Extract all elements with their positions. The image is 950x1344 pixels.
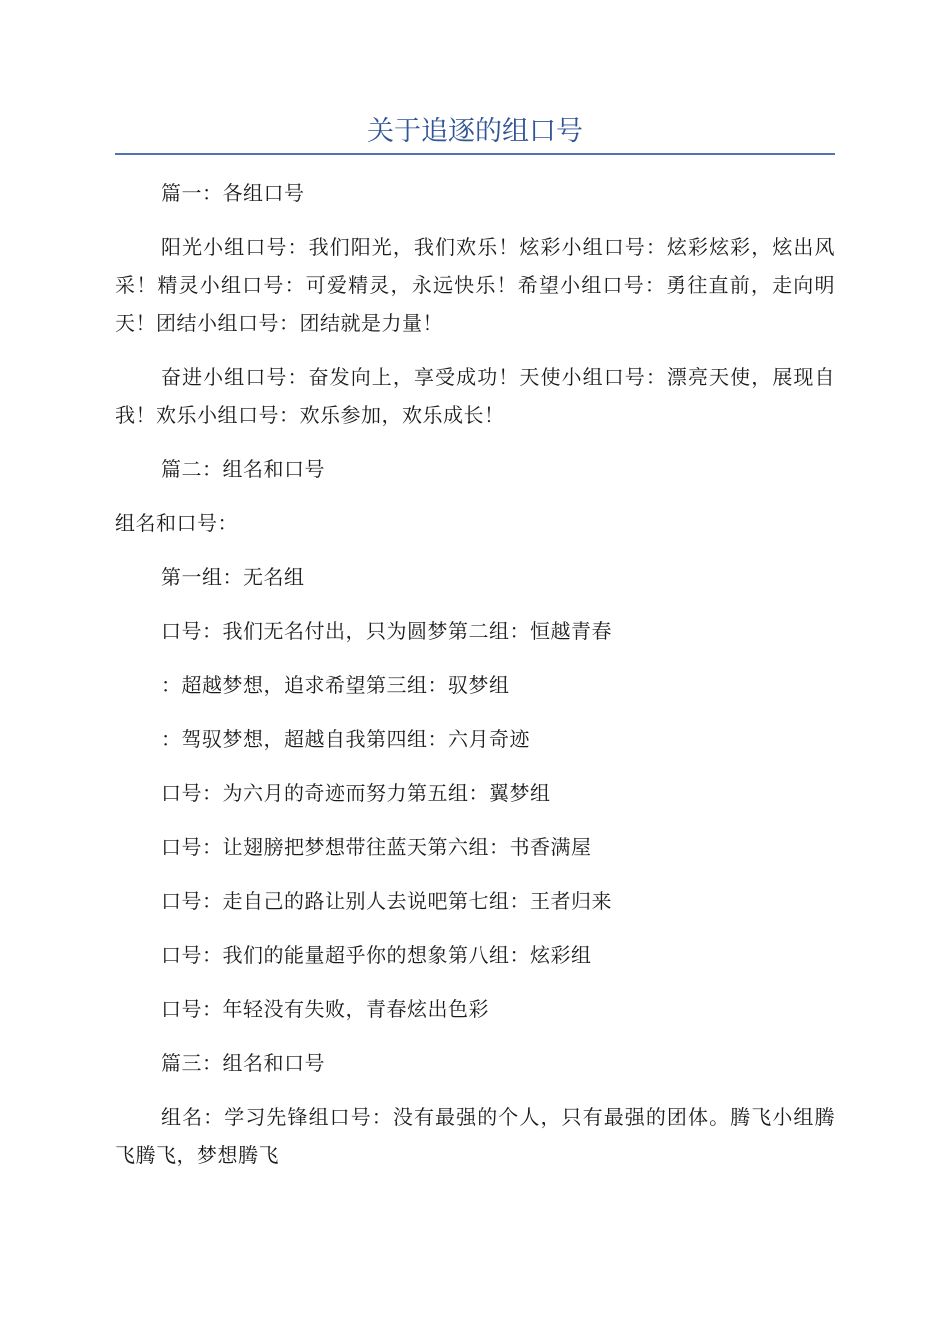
paragraph: 组名和口号： — [115, 511, 238, 535]
paragraph: 第一组：无名组 — [161, 565, 305, 589]
paragraph: 口号：让翅膀把梦想带往蓝天第六组：书香满屋 — [161, 835, 592, 859]
page-title: 关于追逐的组口号 — [367, 116, 583, 147]
paragraph: 组名：学习先锋组口号：没有最强的个人，只有最强的团体。腾飞小组腾飞腾飞，梦想腾飞 — [115, 1105, 835, 1167]
paragraph: 口号：年轻没有失败，青春炫出色彩 — [161, 997, 489, 1021]
paragraph: 阳光小组口号：我们阳光，我们欢乐！炫彩小组口号：炫彩炫彩，炫出风采！精灵小组口号：可爱精灵，永远快乐！希望小组口号：勇往直前，走向明天！团结小组口号：团结就是力量！ — [115, 235, 835, 335]
paragraph: ：驾驭梦想，超越自我第四组：六月奇迹 — [161, 727, 530, 751]
paragraph: 口号：走自己的路让别人去说吧第七组：王者归来 — [161, 889, 612, 913]
paragraph: 口号：我们无名付出，只为圆梦第二组：恒越青春 — [161, 619, 612, 643]
paragraph: ：超越梦想，追求希望第三组：驭梦组 — [161, 673, 510, 697]
section-heading-3: 篇三：组名和口号 — [161, 1051, 325, 1075]
section-heading-1: 篇一：各组口号 — [161, 181, 305, 205]
title-underline — [115, 153, 835, 155]
section-heading-2: 篇二：组名和口号 — [161, 457, 325, 481]
paragraph: 奋进小组口号：奋发向上，享受成功！天使小组口号：漂亮天使，展现自我！欢乐小组口号：欢乐参加，欢乐成长！ — [115, 365, 835, 427]
paragraph: 口号：为六月的奇迹而努力第五组：翼梦组 — [161, 781, 551, 805]
paragraph: 口号：我们的能量超乎你的想象第八组：炫彩组 — [161, 943, 592, 967]
